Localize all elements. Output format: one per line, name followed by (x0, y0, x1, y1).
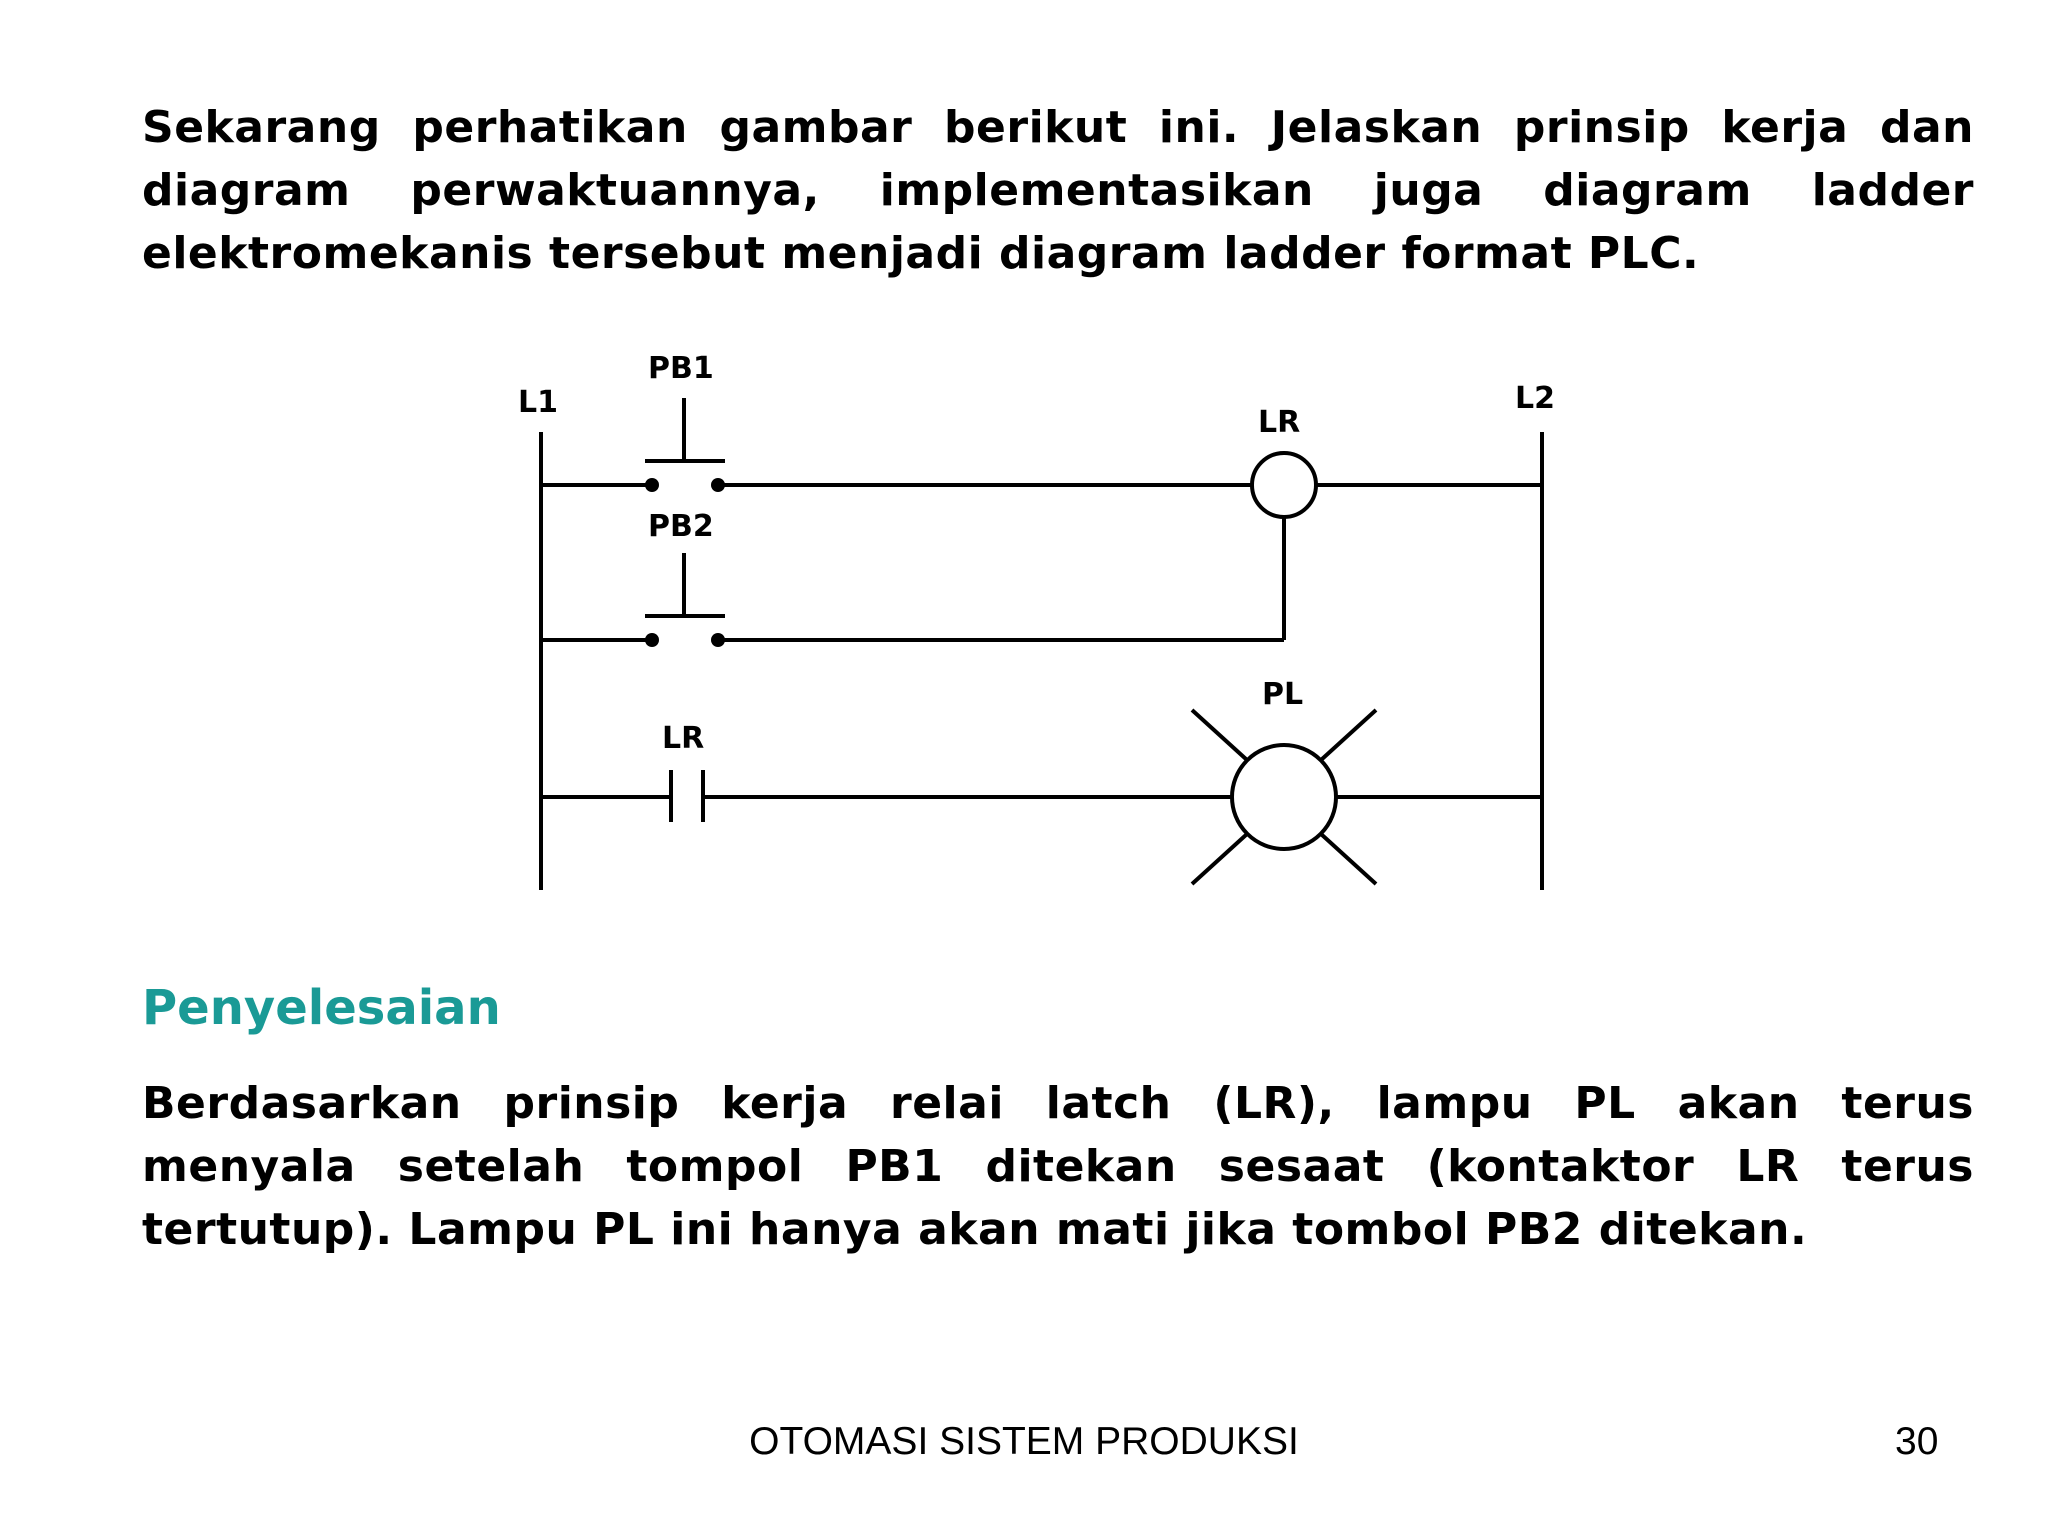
intro-line-1: Sekarang perhatikan gambar berikut ini. Jelaskan prinsip kerja dan (142, 102, 1974, 153)
intro-line-2: diagram perwaktuannya, implementasikan juga diagram ladder (142, 165, 1974, 216)
rail-l1-label: L1 (518, 385, 558, 420)
pb2-pushbutton (645, 553, 725, 647)
rail-l2-label: L2 (1515, 381, 1555, 416)
solution-line-3: tertutup). Lampu PL ini hanya akan mati jika tombol PB2 ditekan. (142, 1204, 1808, 1255)
solution-line-2: menyala setelah tompol PB1 ditekan sesaat (kontaktor LR terus (142, 1141, 1974, 1192)
pb1-label: PB1 (648, 351, 714, 386)
solution-line-1: Berdasarkan prinsip kerja relai latch (LR), lampu PL akan terus (142, 1078, 1974, 1129)
lr-contact (671, 770, 703, 822)
lr-coil-label: LR (1258, 405, 1301, 440)
intro-line-3: elektromekanis tersebut menjadi diagram ladder format PLC. (142, 228, 1700, 279)
solution-paragraph (142, 1072, 1974, 1261)
page-number: 30 (1895, 1420, 1939, 1463)
pb1-pushbutton (645, 398, 725, 492)
pb2-label: PB2 (648, 509, 714, 544)
lr-coil (1252, 453, 1316, 517)
pl-lamp-label: PL (1262, 677, 1304, 712)
rung-3 (541, 677, 1542, 884)
solution-heading: Penyelesaian (142, 980, 501, 1036)
rung-2 (541, 509, 1284, 647)
rung-1 (541, 351, 1542, 517)
lr-contact-label: LR (662, 721, 705, 756)
footer-title: OTOMASI SISTEM PRODUKSI (749, 1420, 1299, 1463)
